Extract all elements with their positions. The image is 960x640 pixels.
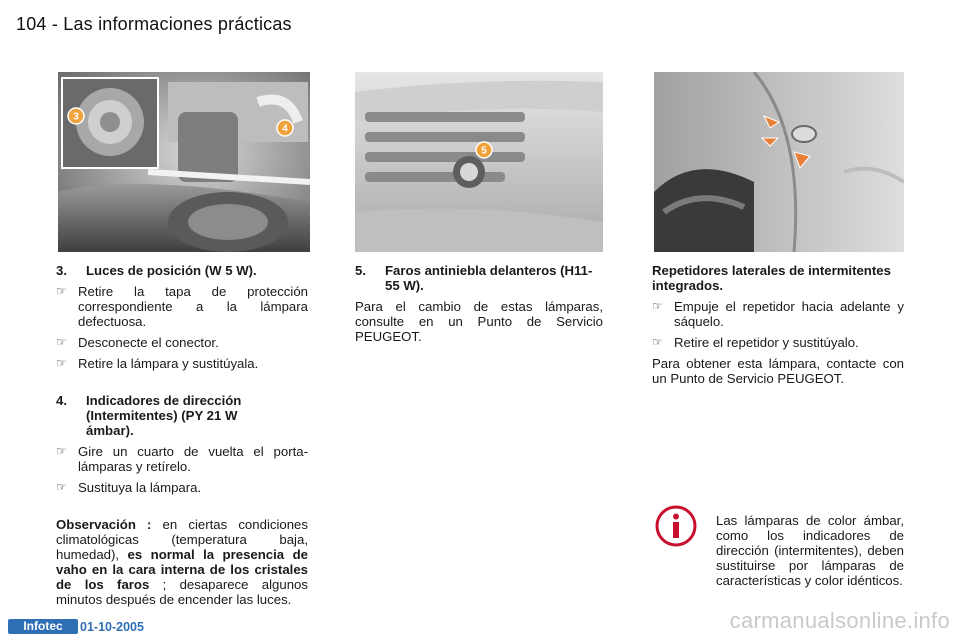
watermark: carmanualsonline.info (729, 608, 950, 633)
pointing-hand-icon: ☞ (56, 356, 67, 370)
side-repeater-body: Para obtener esta lámpara, contacte con un Punto de Servicio PEUGEOT. (652, 356, 904, 386)
section-5-body: Para el cambio de estas lámparas, consulte en un Punto de Servicio PEUGEOT. (355, 299, 603, 344)
section-4-heading: 4. Indicadores de dirección (Intermitentes) (PY 21 W ámbar). (56, 393, 242, 438)
side-repeater-photo (654, 72, 904, 252)
observation-note: Observación : en ciertas condiciones climatológicas (temperatura baja, humedad), es normal la presencia de vaho en la cara interna de los cristales de los faros ; desaparece algunos minutos después de encender las luces. (56, 517, 308, 607)
infotec-badge: Infotec (8, 619, 78, 634)
section-3-heading: 3. Luces de posición (W 5 W). (56, 263, 257, 278)
pointing-hand-icon: ☞ (56, 335, 67, 349)
pointing-hand-icon: ☞ (652, 299, 663, 313)
column-right (652, 263, 904, 386)
pointing-hand-icon: ☞ (56, 480, 67, 494)
section-5-heading: 5. Faros antiniebla delanteros (H11-55 W). (355, 263, 593, 293)
callout-badge-5 (476, 142, 492, 158)
page-title: Las informaciones prácticas (63, 14, 292, 34)
info-icon (654, 504, 698, 548)
page-header (16, 14, 292, 35)
svg-text:3: 3 (73, 111, 79, 123)
list-item: ☞ Retire el repetidor y sustitúyalo. (652, 335, 859, 350)
side-repeater-heading: Repetidores laterales de intermitentes integrados. (652, 263, 891, 293)
callout-badge-4 (277, 120, 293, 136)
column-left (56, 263, 308, 607)
svg-text:5: 5 (481, 145, 487, 157)
pointing-hand-icon: ☞ (56, 284, 67, 298)
pointing-hand-icon: ☞ (652, 335, 663, 349)
list-item: ☞ Desconecte el conector. (56, 335, 219, 350)
svg-text:4: 4 (282, 123, 288, 135)
pointing-hand-icon: ☞ (56, 444, 67, 458)
list-item: ☞ Empuje el repetidor hacia adelante y sáquelo. (652, 299, 904, 329)
info-note: Las lámparas de color ámbar, como los indicadores de dirección (intermitentes), deben sustituirse por lámparas de características y color idénticos. (716, 513, 904, 589)
list-item: ☞ Sustituya la lámpara. (56, 480, 202, 495)
bumper-photo (355, 72, 603, 252)
page-number: 104 (16, 14, 47, 34)
list-item: ☞ Retire la lámpara y sustitúyala. (56, 356, 259, 371)
list-item: ☞ Retire la tapa de protección correspondiente a la lámpara defectuosa. (56, 284, 308, 329)
callout-badge-3 (68, 108, 84, 124)
footer-date: 01-10-2005 (80, 620, 144, 634)
header-separator: - (51, 14, 59, 34)
column-middle (355, 263, 603, 344)
engine-bay-photo (58, 72, 310, 252)
list-item: ☞ Gire un cuarto de vuelta el porta-lámparas y retírelo. (56, 444, 308, 474)
